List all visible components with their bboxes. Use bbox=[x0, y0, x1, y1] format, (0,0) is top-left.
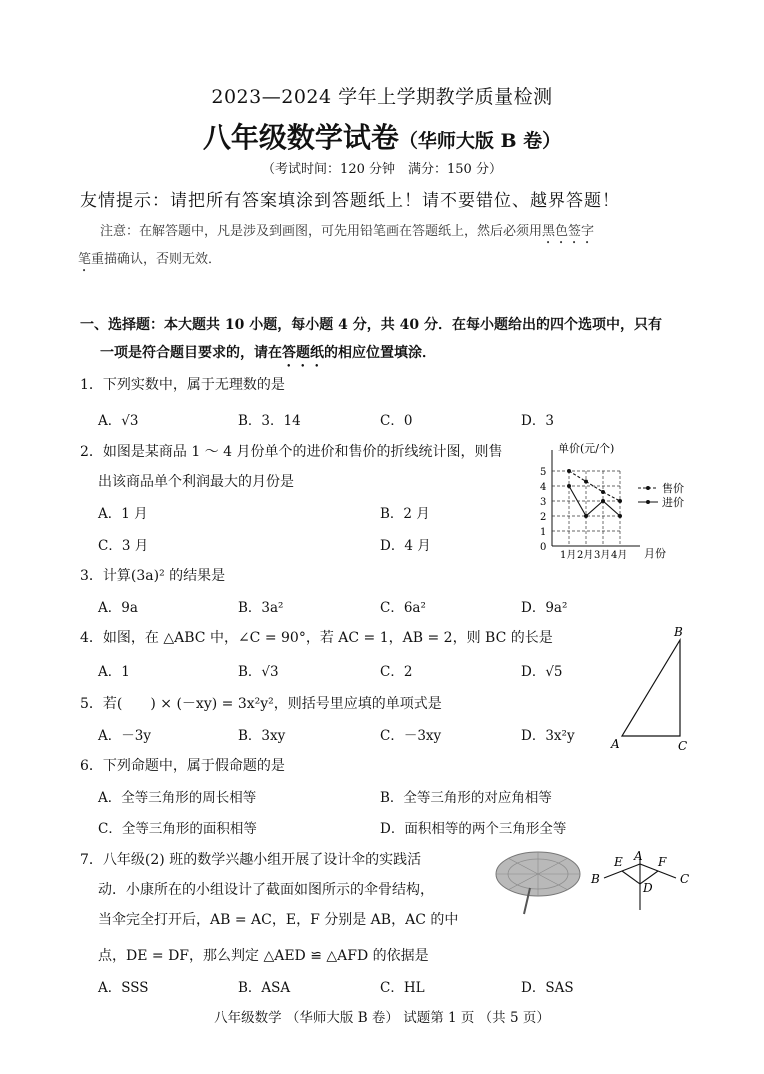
q1-option-b: B．3．14 bbox=[238, 413, 301, 429]
umbrella-photo bbox=[494, 848, 586, 918]
q6-option-b: B．全等三角形的对应角相等 bbox=[380, 790, 552, 806]
q3-option-b: B．3a² bbox=[238, 600, 284, 616]
q6-option-c: C．全等三角形的面积相等 bbox=[98, 821, 257, 837]
exam-title-main: 八年级数学试卷 bbox=[202, 121, 399, 154]
q7-stem-4: 点，DE = DF，那么判定 △AED ≌ △AFD 的依据是 bbox=[98, 948, 429, 964]
chart-point bbox=[618, 514, 622, 518]
chart-point bbox=[601, 499, 605, 503]
chart-legend-label: 进价 bbox=[662, 496, 684, 509]
q1-option-c: C．0 bbox=[380, 413, 413, 429]
price-line-chart bbox=[532, 440, 712, 565]
exam-title bbox=[0, 116, 764, 156]
chart-ylabel: 单价(元/个) bbox=[558, 442, 615, 455]
section-heading-2 bbox=[100, 342, 436, 370]
umbrella-structure-figure bbox=[588, 848, 698, 912]
q4-option-d: D．√5 bbox=[521, 664, 563, 680]
chart-legend-marker bbox=[646, 486, 650, 490]
chart-point bbox=[618, 499, 622, 503]
q2-option-b: B．2 月 bbox=[380, 506, 430, 522]
q1-option-a: A．√3 bbox=[98, 413, 139, 429]
q4-stem: 4．如图，在 △ABC 中，∠C = 90°，若 AC = 1，AB = 2，则 BC 的长是 bbox=[80, 630, 553, 646]
q7-stem-2: 动．小康所在的小组设计了截面如图所示的伞骨结构， bbox=[98, 882, 434, 898]
q7-stem-3: 当伞完全打开后，AB = AC，E，F 分别是 AB，AC 的中 bbox=[98, 912, 459, 928]
triangle-label-c: C bbox=[678, 739, 688, 753]
page-footer: 八年级数学 （华师大版 B 卷） 试题第 1 页 （共 5 页） bbox=[214, 1010, 550, 1026]
q4-option-a: A．1 bbox=[98, 664, 130, 680]
section-text-c: 的相应位置填涂． bbox=[324, 345, 436, 361]
chart-xlabel: 月份 bbox=[644, 547, 666, 560]
chart-ytick-label: 5 bbox=[540, 467, 547, 478]
q5-option-c: C．－3xy bbox=[380, 728, 442, 744]
chart-legend-label: 售价 bbox=[662, 482, 684, 495]
year-title: 2023—2024 学年上学期教学质量检测 bbox=[211, 86, 553, 108]
chart-legend-marker bbox=[646, 500, 650, 504]
q1-option-d: D．3 bbox=[521, 413, 554, 429]
umbrella-label-f: F bbox=[658, 855, 667, 869]
right-triangle-figure bbox=[606, 624, 696, 754]
chart-point bbox=[567, 469, 571, 473]
exam-time-info: （考试时间：120 分钟 满分：150 分） bbox=[262, 162, 502, 177]
q7-stem-1: 7．八年级(2) 班的数学兴趣小组开展了设计伞的实践活 bbox=[80, 852, 422, 868]
q2-option-c: C．3 月 bbox=[98, 538, 149, 554]
q2-option-d: D．4 月 bbox=[380, 538, 431, 554]
umbrella-ribs bbox=[496, 852, 580, 896]
chart-xtick-label: 1月 bbox=[560, 550, 577, 561]
chart-ytick-label: 1 bbox=[540, 527, 547, 538]
note-line-2 bbox=[78, 248, 221, 275]
section-heading: 一、选择题：本大题共 10 小题，每小题 4 分，共 40 分．在每小题给出的四个选项中，只有 bbox=[80, 317, 662, 333]
friendly-tip: 友情提示：请把所有答案填涂到答题纸上！请不要错位、越界答题！ bbox=[80, 191, 620, 211]
q5-option-b: B．3xy bbox=[238, 728, 286, 744]
note-text-emphasis-2: 笔 bbox=[78, 252, 92, 267]
chart-xtick-label: 3月 bbox=[594, 550, 611, 561]
note-line-1 bbox=[100, 220, 594, 247]
q7-option-d: D．SAS bbox=[521, 980, 574, 996]
q6-option-d: D．面积相等的两个三角形全等 bbox=[380, 821, 567, 837]
q5-option-a: A．－3y bbox=[98, 728, 151, 744]
q6-option-a: A．全等三角形的周长相等 bbox=[98, 790, 257, 806]
q4-option-b: B．√3 bbox=[238, 664, 279, 680]
note-text-emphasis: 黑色签字 bbox=[542, 224, 595, 239]
umbrella-label-e: E bbox=[614, 855, 623, 869]
q3-option-d: D．9a² bbox=[521, 600, 568, 616]
q3-stem: 3．计算(3a)² 的结果是 bbox=[80, 568, 226, 584]
q3-option-a: A．9a bbox=[98, 600, 138, 616]
q5-stem: 5．若( ) × (－xy) = 3x²y²，则括号里应填的单项式是 bbox=[80, 696, 442, 712]
chart-point bbox=[584, 514, 588, 518]
umbrella-label-d: D bbox=[643, 881, 653, 895]
note-text-a: 注意：在解答题中，凡是涉及到画图，可先用铅笔画在答题纸上，然后必须用 bbox=[100, 224, 543, 239]
q2-stem-2: 出该商品单个利润最大的月份是 bbox=[98, 474, 294, 490]
section-text-emphasis: 答题纸 bbox=[282, 345, 324, 361]
q2-stem-1: 2．如图是某商品 1 ～ 4 月份单个的进价和售价的折线统计图，则售 bbox=[80, 444, 503, 460]
umbrella-label-a: A bbox=[634, 849, 643, 863]
chart-ytick-label: 4 bbox=[540, 482, 547, 493]
chart-point bbox=[601, 490, 605, 494]
chart-xtick-label: 2月 bbox=[577, 550, 594, 561]
triangle-label-b: B bbox=[674, 625, 683, 639]
q3-option-c: C．6a² bbox=[380, 600, 426, 616]
q1-stem: 1．下列实数中，属于无理数的是 bbox=[80, 377, 285, 393]
triangle-label-a: A bbox=[611, 737, 620, 751]
chart-xtick-label: 4月 bbox=[611, 550, 628, 561]
q7-option-a: A．SSS bbox=[98, 980, 149, 996]
chart-point bbox=[584, 480, 588, 484]
q6-stem: 6．下列命题中，属于假命题的是 bbox=[80, 758, 285, 774]
umbrella-label-b: B bbox=[591, 872, 600, 886]
chart-point bbox=[567, 484, 571, 488]
q7-option-b: B．ASA bbox=[238, 980, 291, 996]
chart-ytick-label: 2 bbox=[540, 512, 547, 523]
exam-edition: （华师大版 B 卷） bbox=[398, 130, 562, 152]
q7-option-c: C．HL bbox=[380, 980, 425, 996]
chart-ytick-label: 3 bbox=[540, 497, 547, 508]
chart-ytick-label: 0 bbox=[540, 542, 547, 553]
q4-option-c: C．2 bbox=[380, 664, 413, 680]
q2-option-a: A．1 月 bbox=[98, 506, 148, 522]
umbrella-label-c: C bbox=[680, 872, 690, 886]
section-text-a: 一项是符合题目要求的，请在 bbox=[100, 345, 282, 361]
triangle-abc bbox=[622, 640, 680, 736]
note-text-b: 重描确认，否则无效． bbox=[91, 252, 222, 267]
q5-option-d: D．3x²y bbox=[521, 728, 575, 744]
